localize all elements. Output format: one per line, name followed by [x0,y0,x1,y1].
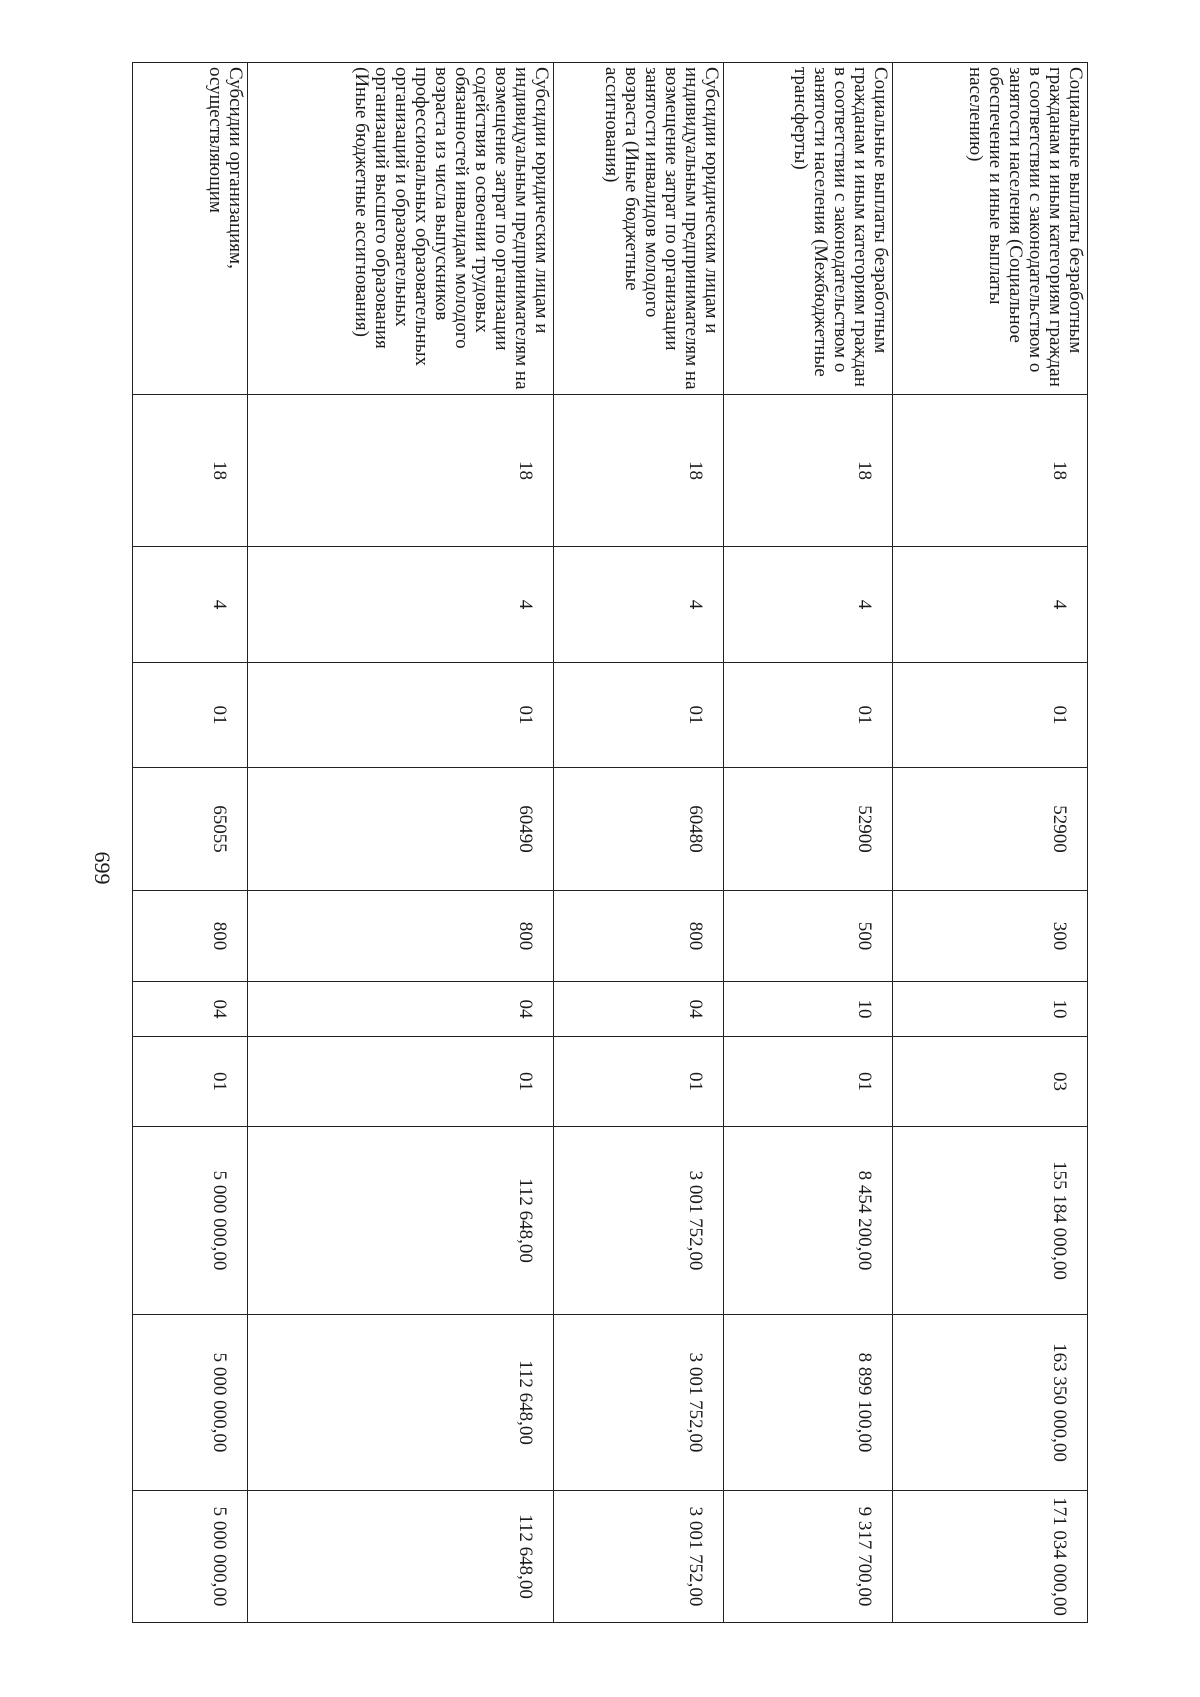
amount-cell: 5 000 000,00 [133,1491,248,1623]
code-cell: 10 [724,982,893,1037]
amount-cell: 112 648,00 [248,1127,554,1315]
amount-cell: 112 648,00 [248,1491,554,1623]
table-row [893,63,1088,1623]
code-cell: 18 [248,395,554,547]
code-cell: 4 [893,547,1088,663]
code-cell: 65055 [133,768,248,891]
code-cell: 01 [893,663,1088,768]
code-cell: 4 [248,547,554,663]
row-description: Субсидии организациям, осуществляющим [133,63,248,395]
code-cell: 4 [724,547,893,663]
row-description: Субсидии юридическим лицам и индивидуальным предпринимателям на возмещение затрат по организации содействия в освоении трудовых обязанностей инвалидам молодого возраста из числа выпускников профессиональных образовательных организаций и образовательных организаций высшего образования (Иные бюджетные ассигнования) [248,63,554,395]
amount-cell: 3 001 752,00 [554,1127,724,1315]
code-cell: 01 [554,663,724,768]
code-cell: 01 [554,1037,724,1127]
code-cell: 18 [893,395,1088,547]
row-description: Социальные выплаты безработным гражданам и иным категориям граждан в соответствии с законодательством о занятости населения (Социальное обеспечение и иные выплаты населению) [893,63,1088,395]
code-cell: 52900 [893,768,1088,891]
code-cell: 800 [554,891,724,982]
code-cell: 10 [893,982,1088,1037]
code-cell: 01 [724,663,893,768]
code-cell: 500 [724,891,893,982]
code-cell: 01 [248,1037,554,1127]
code-cell: 03 [893,1037,1088,1127]
code-cell: 52900 [724,768,893,891]
rotated-page-content [133,62,1088,1622]
code-cell: 01 [724,1037,893,1127]
code-cell: 60490 [248,768,554,891]
code-cell: 18 [554,395,724,547]
amount-cell: 3 001 752,00 [554,1315,724,1491]
code-cell: 300 [893,891,1088,982]
table-row [248,63,554,1623]
amount-cell: 8 899 100,00 [724,1315,893,1491]
budget-table [132,62,1088,1623]
code-cell: 800 [133,891,248,982]
code-cell: 18 [724,395,893,547]
amount-cell: 155 184 000,00 [893,1127,1088,1315]
code-cell: 18 [133,395,248,547]
code-cell: 04 [133,982,248,1037]
row-description: Социальные выплаты безработным гражданам и иным категориям граждан в соответствии с законодательством о занятости населения (Межбюджетные трансферты) [724,63,893,395]
code-cell: 4 [133,547,248,663]
code-cell: 01 [133,1037,248,1127]
amount-cell: 5 000 000,00 [133,1315,248,1491]
code-cell: 01 [133,663,248,768]
table-row [554,63,724,1623]
table-row [724,63,893,1623]
page-number: 699 [90,851,115,885]
row-description: Субсидии юридическим лицам и индивидуальным предпринимателям на возмещение затрат по организации занятости инвалидов молодого возраста (Иные бюджетные ассигнования) [554,63,724,395]
amount-cell: 5 000 000,00 [133,1127,248,1315]
code-cell: 04 [554,982,724,1037]
code-cell: 800 [248,891,554,982]
amount-cell: 163 350 000,00 [893,1315,1088,1491]
amount-cell: 3 001 752,00 [554,1491,724,1623]
table-row [133,63,248,1623]
code-cell: 04 [248,982,554,1037]
amount-cell: 112 648,00 [248,1315,554,1491]
code-cell: 01 [248,663,554,768]
amount-cell: 171 034 000,00 [893,1491,1088,1623]
code-cell: 60480 [554,768,724,891]
code-cell: 4 [554,547,724,663]
amount-cell: 8 454 200,00 [724,1127,893,1315]
amount-cell: 9 317 700,00 [724,1491,893,1623]
